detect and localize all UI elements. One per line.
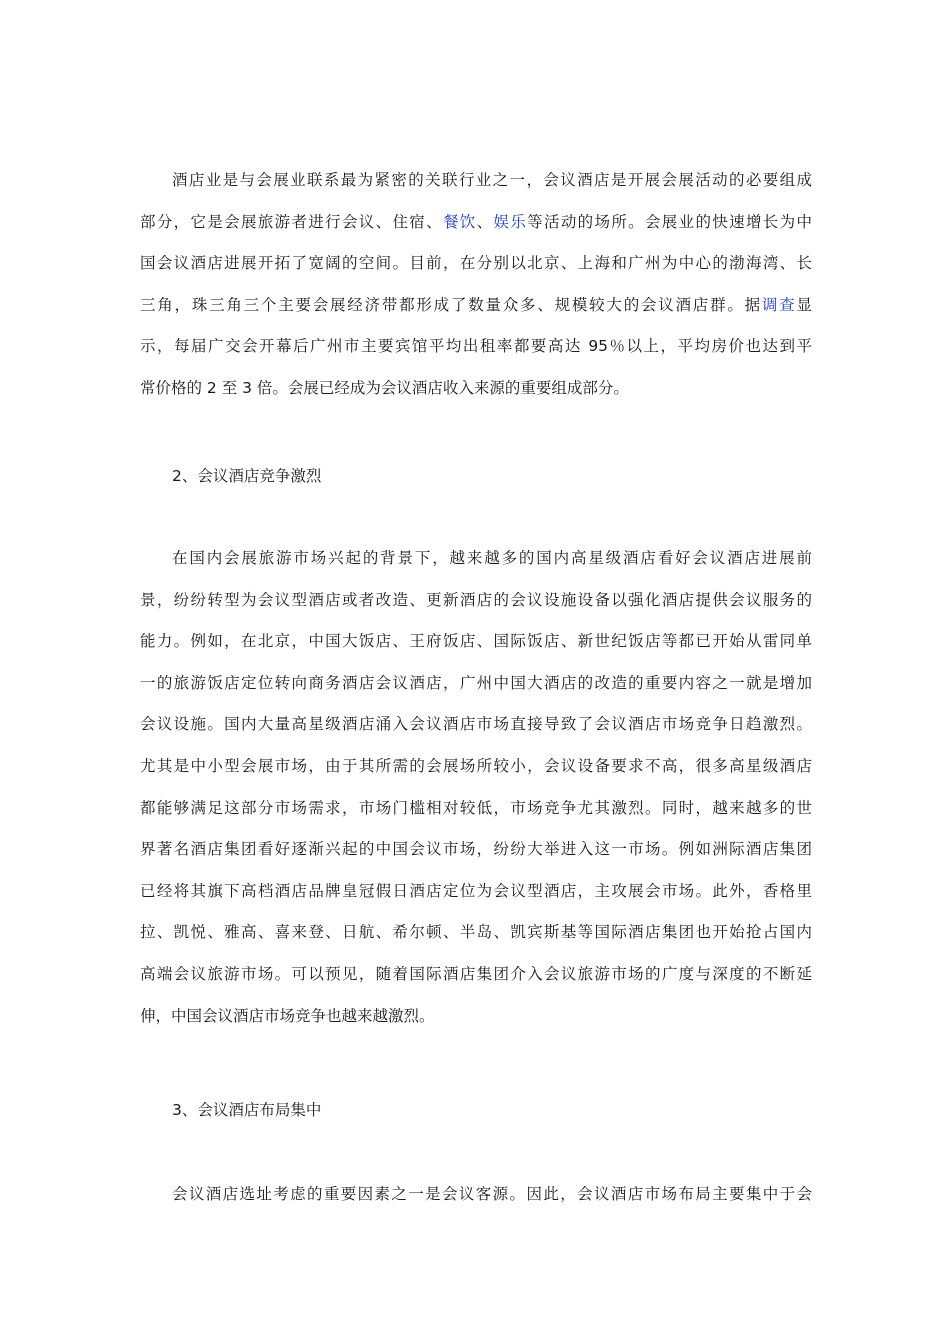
text-span: 三角，珠三角三个主要会展经济带都形成了数量众多、规模较大的会议酒店群。据: [140, 295, 762, 314]
text-span: 部分，它是会展旅游者进行会议、住宿、: [140, 212, 443, 231]
paragraph-hotel-industry: [140, 160, 812, 410]
text-line: 尤其是中小型会展市场，由于其所需的会展场所较小，会议设备要求不高，很多高星级酒店: [140, 756, 812, 775]
text-line: 界著名酒店集团看好逐渐兴起的中国会议市场，纷纷大举进入这一市场。例如洲际酒店集团: [140, 840, 812, 859]
paragraph-layout: [140, 1174, 812, 1216]
text-span: 等活动的场所。会展业的快速增长为中: [527, 212, 812, 231]
link-entertainment[interactable]: 娱乐: [493, 212, 528, 231]
section-heading-competition: 2、会议酒店竞争激烈: [172, 467, 322, 485]
link-catering[interactable]: 餐饮: [442, 212, 477, 231]
text-line: 常价格的 2 至 3 倍。会展已经成为会议酒店收入来源的重要组成部分。: [140, 378, 629, 397]
text-line: 能力。例如，在北京，中国大饭店、王府饭店、国际饭店、新世纪饭店等都已开始从雷同单: [140, 632, 812, 651]
text-line: 国会议酒店进展开拓了宽阔的空间。目前，在分别以北京、上海和广州为中心的渤海湾、长: [140, 254, 812, 273]
text-line: 一的旅游饭店定位转向商务酒店会议酒店，广州中国大酒店的改造的重要内容之一就是增加: [140, 673, 812, 692]
text-span: 显: [796, 295, 812, 314]
text-line: 在国内会展旅游市场兴起的背景下，越来越多的国内高星级酒店看好会议酒店进展前: [172, 549, 812, 567]
paragraph-competition: [140, 538, 812, 1037]
link-survey[interactable]: 调查: [761, 295, 797, 314]
text-line: [140, 202, 812, 244]
text-line: 会议酒店选址考虑的重要因素之一是会议客源。因此，会议酒店市场布局主要集中于会: [172, 1185, 812, 1203]
text-line: 伸，中国会议酒店市场竞争也越来越激烈。: [140, 1006, 435, 1025]
text-line: 景，纷纷转型为会议型酒店或者改造、更新酒店的会议设施设备以强化酒店提供会议服务的: [140, 590, 812, 609]
text-line: 酒店业是与会展业联系最为紧密的关联行业之一，会议酒店是开展会展活动的必要组成: [172, 171, 812, 189]
text-line: [140, 285, 812, 327]
text-span: 、: [476, 212, 494, 231]
text-line: 高端会议旅游市场。可以预见，随着国际酒店集团介入会议旅游市场的广度与深度的不断延: [140, 964, 812, 983]
text-line: 都能够满足这部分市场需求，市场门槛相对较低，市场竞争尤其激烈。同时，越来越多的世: [140, 798, 812, 817]
text-line: 已经将其旗下高档酒店品牌皇冠假日酒店定位为会议型酒店，主攻展会市场。此外，香格里: [140, 881, 812, 900]
text-line: 会议设施。国内大量高星级酒店涌入会议酒店市场直接导致了会议酒店市场竞争日趋激烈。: [140, 715, 812, 734]
text-line: 拉、凯悦、雅高、喜来登、日航、希尔顿、半岛、凯宾斯基等国际酒店集团也开始抢占国内: [140, 923, 812, 942]
text-line: 示，每届广交会开幕后广州市主要宾馆平均出租率都要高达 95％以上，平均房价也达到平: [140, 337, 812, 356]
section-heading-layout: 3、会议酒店布局集中: [172, 1101, 322, 1119]
